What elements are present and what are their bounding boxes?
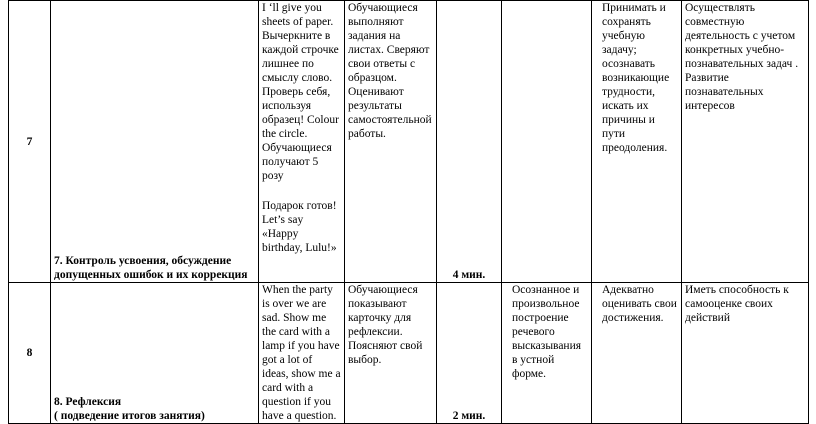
row-number: 7 [9, 1, 51, 283]
stage-title: 7. Контроль усвоения, обсуждение допущенных ошибок и их коррекция [51, 1, 259, 283]
lesson-plan-table [8, 0, 809, 424]
cognitive-uud [502, 1, 592, 283]
stage-title: 8. Рефлексия ( подведение итогов занятия) [51, 283, 259, 424]
table-row [9, 1, 809, 283]
duration: 2 мин. [437, 283, 502, 424]
table-row [9, 283, 809, 424]
row-number: 8 [9, 283, 51, 424]
teacher-activity-text: Подарок готов! Let’s say «Happy birthday, Lulu!» [262, 200, 337, 254]
regulative-uud: Адекватно оценивать свои достижения. [592, 283, 682, 424]
regulative-uud: Принимать и сохранять учебную задачу; осознавать возникающие трудности, искать их причины и пути преодоления. [592, 1, 682, 283]
student-activity: Обучающиеся выполняют задания на листах. Сверяют свои ответы с образцом. Оценивают результаты самостоятельной работы. [345, 1, 437, 283]
student-activity: Обучающиеся показывают карточку для рефлексии. Поясняют свой выбор. [345, 283, 437, 424]
teacher-activity-text: I ‘ll give you sheets of paper. Вычеркните в каждой строчке лишнее по смыслу слово. Проверь себя, используя образец! Colour the circle. Обучающиеся получают 5 розу [262, 2, 339, 182]
teacher-activity [259, 1, 345, 283]
cognitive-uud: Осознанное и произвольное построение речевого высказывания в устной форме. [502, 283, 592, 424]
personal-uud: Иметь способность к самооценке своих действий [682, 283, 809, 424]
teacher-activity: When the party is over we are sad. Show me the card with a lamp if you have got a lot of ideas, show me a card with a question if you have a question. [259, 283, 345, 424]
duration: 4 мин. [437, 1, 502, 283]
personal-uud: Осуществлять совместную деятельность с учетом конкретных учебно-познавательных задач . Развитие познавательных интересов [682, 1, 809, 283]
